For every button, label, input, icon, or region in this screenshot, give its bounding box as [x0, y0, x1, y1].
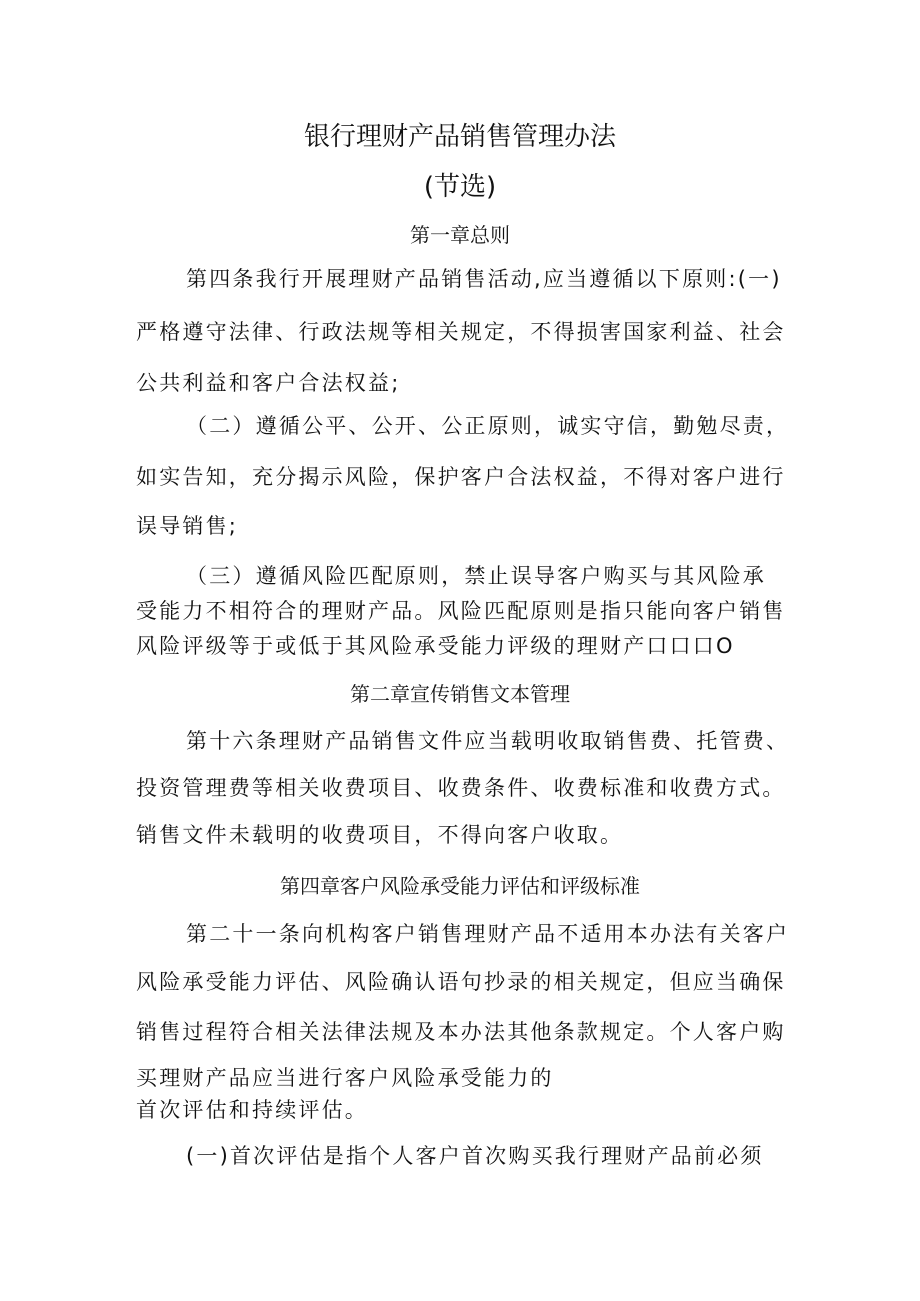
paragraph-line: 销售文件未载明的收费项目，不得向客户收取。: [136, 823, 624, 847]
paragraph-line: 误导销售;: [136, 514, 239, 538]
paragraph-line: 如实告知，充分揭示风险，保护客户合法权益，不得对客户进行: [136, 465, 786, 489]
paragraph-line: 第十六条理财产品销售文件应当载明收取销售费、托管费、: [186, 729, 790, 753]
paragraph-line: 风险承受能力评估、风险确认语句抄录的相关规定，但应当确保: [136, 970, 786, 994]
paragraph-line: 买理财产品应当进行客户风险承受能力的: [136, 1066, 554, 1090]
paragraph-line: (一)首次评估是指个人客户首次购买我行理财产品前必须: [186, 1144, 764, 1168]
chapter-heading: 第二章宣传销售文本管理: [350, 682, 570, 706]
paragraph-line: 销售过程符合相关法律法规及本办法其他条款规定。个人客户购: [136, 1020, 786, 1044]
chapter-heading: 第一章总则: [410, 223, 510, 247]
paragraph-line: （三）遵循风险匹配原则，禁止误导客户购买与其风险承: [186, 564, 766, 588]
paragraph-line: 公共利益和客户合法权益;: [136, 371, 401, 395]
document-title: 银行理财产品销售管理办法: [303, 122, 616, 152]
chapter-heading: 第四章客户风险承受能力评估和评级标准: [280, 874, 640, 898]
paragraph-line: 第四条我行开展理财产品销售活动,应当遵循以下原则:(一): [186, 267, 782, 291]
paragraph-line: 严格遵守法律、行政法规等相关规定，不得损害国家利益、社会: [136, 320, 786, 344]
document-subtitle: (节选): [423, 172, 497, 202]
paragraph-line: 投资管理费等相关收费项目、收费条件、收费标准和收费方式。: [136, 776, 786, 800]
paragraph-line: 风险评级等于或低于其风险承受能力评级的理财产口口口O: [136, 634, 735, 658]
paragraph-line: 第二十一条向机构客户销售理财产品不适用本办法有关客户: [186, 922, 790, 946]
paragraph-line: （二）遵循公平、公开、公正原则，诚实守信，勤勉尽责，: [186, 414, 790, 438]
paragraph-line: 受能力不相符合的理财产品。风险匹配原则是指只能向客户销售: [136, 599, 786, 623]
paragraph-line: 首次评估和持续评估。: [136, 1098, 368, 1122]
